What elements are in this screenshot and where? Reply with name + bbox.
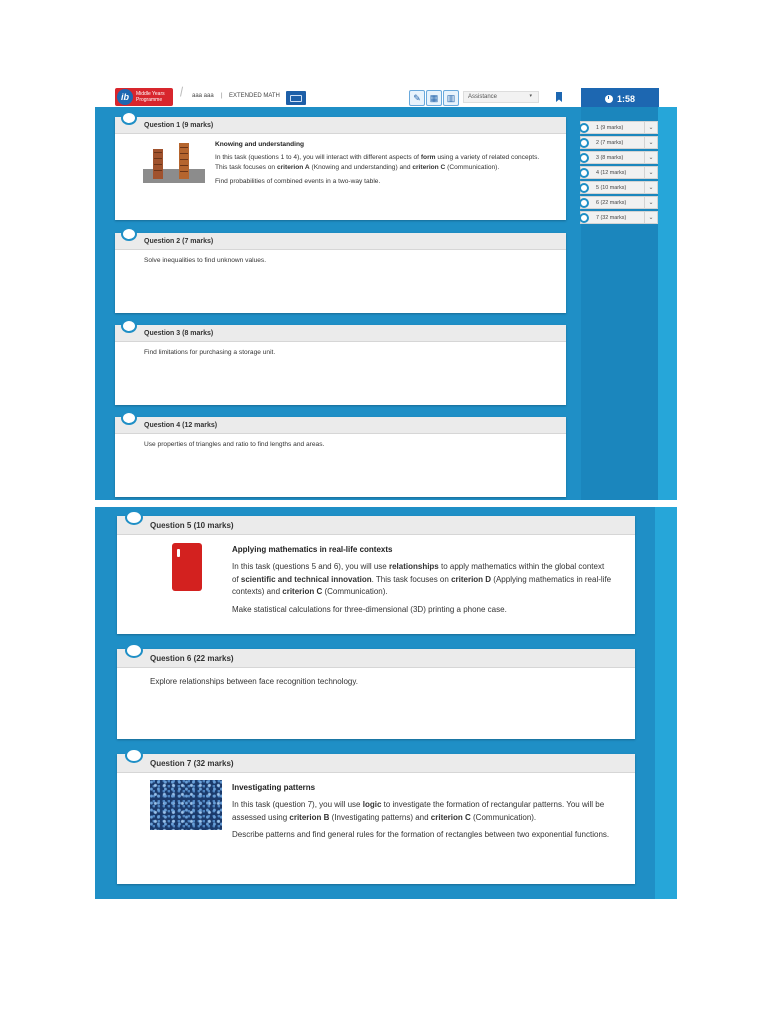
keyword-global-context: scientific and technical innovation — [240, 574, 372, 584]
text-run: . This task focuses on — [371, 574, 452, 584]
keyword-criterion-c: criterion C — [412, 164, 446, 171]
chevron-down-icon[interactable]: ⌄ — [644, 122, 657, 133]
side-strip — [655, 507, 677, 899]
ib-myp-logo — [115, 88, 173, 106]
keyword-form: form — [420, 154, 436, 161]
timer — [581, 88, 659, 109]
question-2-title: Question 2 (7 marks) — [115, 233, 566, 250]
towers-image — [143, 139, 205, 183]
question-2-text: Solve inequalities to find unknown values. — [144, 257, 267, 264]
header-separator: | — [221, 93, 223, 99]
chevron-down-icon[interactable]: ⌄ — [644, 197, 657, 208]
question-card-7[interactable] — [117, 754, 635, 884]
text-run: (Communication). — [470, 812, 537, 822]
nav-item-5[interactable] — [580, 181, 658, 194]
nav-label: 4 (12 marks) — [596, 169, 627, 176]
top-header — [95, 85, 677, 107]
question-3-marker[interactable] — [121, 319, 137, 333]
phone-case-image — [172, 543, 202, 591]
bookmark-icon[interactable] — [556, 92, 562, 102]
pen-mark-icon — [180, 87, 187, 98]
nav-marker — [579, 123, 589, 133]
calculator-tool-button[interactable] — [426, 90, 442, 106]
question-5-title: Question 5 (10 marks) — [117, 516, 635, 535]
nav-label: 3 (8 marks) — [596, 154, 624, 161]
book-icon: ▥ — [446, 92, 456, 103]
question-5-intro — [232, 561, 612, 598]
question-3-text: Find limitations for purchasing a storage unit. — [144, 349, 276, 356]
text-run: In this task (questions 5 and 6), you will use — [232, 562, 389, 572]
question-7-intro — [232, 799, 612, 824]
calculator-icon: ▦ — [429, 92, 439, 103]
question-3-title: Question 3 (8 marks) — [115, 325, 566, 342]
question-1-task: Find probabilities of combined events in a two-way table. — [215, 178, 381, 185]
text-run: In this task (questions 1 to 4), you will interact with different aspects of — [215, 154, 421, 161]
timer-value: 1:58 — [616, 93, 635, 104]
question-card-4[interactable] — [115, 417, 566, 497]
question-7-body — [232, 782, 612, 842]
keyword-criterion-a: criterion A — [276, 164, 310, 171]
course-name: EXTENDED MATH — [229, 93, 280, 99]
question-7-task: Describe patterns and find general rules for the formation of rectangles between two exponential functions. — [232, 830, 610, 840]
clock-icon — [605, 95, 613, 103]
question-5-task: Make statistical calculations for three-dimensional (3D) printing a phone case. — [232, 604, 507, 614]
keyword-criterion-b: criterion B — [289, 812, 330, 822]
keyword-logic: logic — [362, 800, 382, 810]
assistance-label: Assistance — [468, 94, 498, 100]
question-1-marker[interactable] — [121, 111, 137, 125]
question-5-heading: Applying mathematics in real-life contexts — [232, 545, 393, 554]
chevron-down-icon[interactable]: ⌄ — [644, 182, 657, 193]
question-6-marker[interactable] — [125, 643, 143, 658]
question-nav — [580, 121, 658, 226]
nav-item-4[interactable] — [580, 166, 658, 179]
question-4-title: Question 4 (12 marks) — [115, 417, 566, 434]
text-run: In this task (question 7), you will use — [232, 800, 363, 810]
question-7-title: Question 7 (32 marks) — [117, 754, 635, 773]
keyboard-button[interactable] — [286, 91, 306, 105]
pencil-icon: ✎ — [413, 92, 421, 103]
nav-marker — [579, 138, 589, 148]
question-1-intro — [215, 153, 552, 173]
nav-item-2[interactable] — [580, 136, 658, 149]
nav-label: 5 (10 marks) — [596, 184, 627, 191]
question-6-text: Explore relationships between face recognition technology. — [150, 677, 358, 686]
pencil-tool-button[interactable] — [409, 90, 425, 106]
question-5-marker[interactable] — [125, 510, 143, 525]
chevron-down-icon[interactable]: ⌄ — [644, 212, 657, 223]
nav-label: 6 (22 marks) — [596, 199, 627, 206]
keyboard-icon — [290, 95, 302, 102]
chevron-down-icon[interactable]: ⌄ — [644, 167, 657, 178]
question-card-5[interactable] — [117, 516, 635, 634]
logo-text: Middle Years Programme — [136, 91, 165, 103]
chevron-down-icon[interactable]: ⌄ — [644, 137, 657, 148]
question-1-heading: Knowing and understanding — [215, 141, 305, 148]
ib-logo-mark: ib — [117, 89, 133, 105]
text-run: (Knowing and understanding) and — [309, 164, 413, 171]
side-strip — [658, 107, 677, 500]
keyword-relationships: relationships — [388, 562, 439, 572]
user-name: aaa aaa — [192, 93, 214, 99]
question-7-marker[interactable] — [125, 748, 143, 763]
question-2-marker[interactable] — [121, 227, 137, 241]
keyword-criterion-c: criterion C — [282, 587, 323, 597]
keyword-criterion-d: criterion D — [451, 574, 492, 584]
question-5-body — [232, 544, 612, 616]
question-1-title: Question 1 (9 marks) — [115, 117, 566, 134]
nav-marker — [579, 198, 589, 208]
chevron-down-icon[interactable]: ⌄ — [644, 152, 657, 163]
question-card-6[interactable] — [117, 649, 635, 739]
text-run: using a variety of related concepts. This task focuses on — [215, 154, 540, 171]
nav-marker — [579, 183, 589, 193]
question-card-3[interactable] — [115, 325, 566, 405]
text-run: (Communication). — [322, 587, 388, 597]
text-run: (Applying mathematics in real-life contexts) and — [232, 574, 612, 597]
patterns-image — [150, 780, 222, 830]
nav-label: 7 (32 marks) — [596, 214, 627, 221]
text-run: (Investigating patterns) and — [329, 812, 431, 822]
nav-item-7[interactable] — [580, 211, 658, 224]
text-run: (Communication). — [445, 164, 500, 171]
nav-item-3[interactable] — [580, 151, 658, 164]
nav-marker — [579, 213, 589, 223]
keyword-criterion-c: criterion C — [430, 812, 471, 822]
nav-item-1[interactable] — [580, 121, 658, 134]
question-4-marker[interactable] — [121, 411, 137, 425]
question-4-text: Use properties of triangles and ratio to find lengths and areas. — [144, 441, 325, 448]
caret-down-icon: ▾ — [529, 93, 532, 99]
question-card-2[interactable] — [115, 233, 566, 313]
assistance-dropdown[interactable] — [463, 91, 539, 103]
nav-item-6[interactable] — [580, 196, 658, 209]
nav-marker — [579, 168, 589, 178]
question-7-heading: Investigating patterns — [232, 783, 316, 792]
questions-panel-bottom — [95, 507, 677, 899]
nav-label: 1 (9 marks) — [596, 124, 624, 131]
nav-label: 2 (7 marks) — [596, 139, 624, 146]
question-6-title: Question 6 (22 marks) — [117, 649, 635, 668]
text-run: to apply mathematics within the global context of — [232, 562, 605, 584]
book-tool-button[interactable] — [443, 90, 459, 106]
question-card-1[interactable] — [115, 117, 566, 220]
text-run: to investigate the formation of rectangular patterns. You will be assessed using — [232, 800, 605, 822]
nav-marker — [579, 153, 589, 163]
